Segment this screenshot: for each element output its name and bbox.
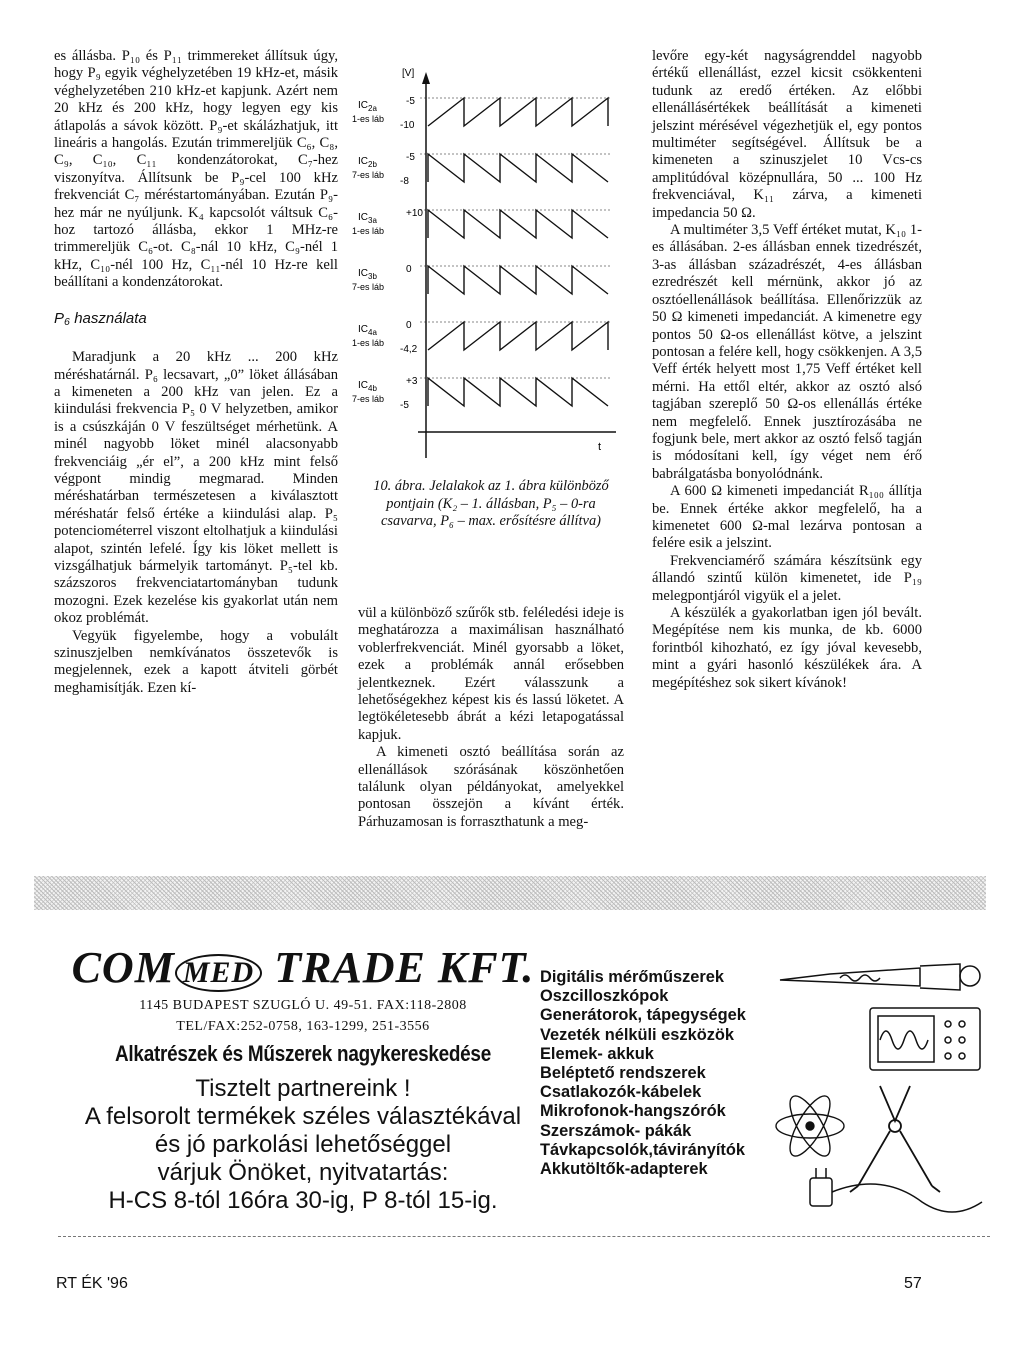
waveform-row bbox=[352, 96, 610, 131]
company-slogan: Alkatrészek és Műszerek nagykereskedése bbox=[115, 1041, 491, 1066]
paragraph: levőre egy-két nagyságrenddel nagyobb értékű ellenállást, ezzel kicsit csökkenteni tudunk az eredő értéken. Az előbbi ellenállásértékek beállítását a kimeneti jelszint mérésével végezhetjük el, egy pontos multiméter segítségével. Állítsuk be a kimeneten a szinuszjelet 10 Vcs-cs amplitúdóval középnullára, 50 ... 100 Hz frekvenciával, K₁₁ zárva, a kimeneti impedancia 50 Ω. bbox=[652, 48, 922, 221]
level-bottom: -10 bbox=[400, 120, 415, 131]
level-top: +3 bbox=[406, 376, 418, 387]
pin-label: 7-es láb bbox=[352, 394, 385, 404]
paragraph: es állásba. P₁₀ és P₁₁ trimmereket állítsuk úgy, hogy P₉ egyik véghelyzetében 19 kHz-et, másik véghelyzetében 210 kHz-et kapjunk. Azért nem 20 kHz és 200 kHz, hogy legyen egy kis átlapolás a sávok között. P₉-et skálázhatjuk, itt lineáris a hangolás. Ezután trimmereljük C₆, C₈, C₉, C₁₀, C₁₁ kondenzátorokat, C₇-hez viszonyítva. Állítsunk be P₉-cel 100 kHz frekvenciát C₇ méréstartományában. Ezután P₉-hez már ne nyúljunk. K₄ kapcsolót váltsuk C₆-hoz tartozó állásba, ekkor 1 MHz-re trimmereljük C₆-ot. C₈-nál 10 kHz, C₉-nél 1 kHz, C₁₀-nél 100 Hz, C₁₁-nél 10 Hz-re kell beállítani a kondenzátorokat. bbox=[54, 48, 338, 291]
product-list-item: Szerszámok- pákák bbox=[540, 1121, 692, 1140]
company-logo-med: MED bbox=[175, 954, 262, 992]
pliers-icon bbox=[850, 1086, 940, 1192]
level-top: +10 bbox=[406, 208, 423, 219]
waveform-trace bbox=[428, 266, 608, 294]
waveform-figure bbox=[348, 50, 618, 478]
ad-greeting: Tisztelt partnereink ! bbox=[195, 1075, 411, 1102]
paragraph: Frekvenciamérő számára készítsünk egy állandó szintű külön kimenetet, ide P₁₉ melegpontjáról vigyük el a jelet. bbox=[652, 552, 922, 604]
soldering-iron-icon bbox=[780, 964, 980, 990]
company-phones: TEL/FAX:252-0758, 163-1299, 251-3556 bbox=[176, 1019, 430, 1034]
signal-name: $IC_{4a}$ bbox=[358, 324, 377, 337]
waveform-row bbox=[352, 152, 610, 187]
product-list bbox=[540, 968, 746, 1179]
signal-name: $IC_{2a}$ bbox=[358, 100, 377, 113]
article-column-3 bbox=[652, 48, 922, 692]
waveform-trace bbox=[428, 210, 608, 238]
level-top: -5 bbox=[406, 152, 415, 163]
atom-icon bbox=[776, 1091, 844, 1162]
product-list-item: Távkapcsolók,távirányítók bbox=[540, 1140, 745, 1159]
separator-band bbox=[34, 876, 986, 910]
level-top: -5 bbox=[406, 96, 415, 107]
company-address: 1145 BUDAPEST SZUGLÓ U. 49-51. FAX:118-2808 bbox=[139, 998, 467, 1013]
pin-label: 1-es láb bbox=[352, 338, 385, 348]
waveform-row bbox=[352, 376, 610, 411]
figure-caption: 10. ábra. Jelalakok az 1. ábra különböző pontjain (K₂ – 1. állásban, P₅ – 0-ra csavarva, P₆ – max. erősítésre állítva) bbox=[373, 478, 609, 530]
paragraph: Vegyük figyelembe, hogy a vobulált szinuszjelben nemkívánatos összetevők is megjelennek, ezek a kapott átviteli görbét meghamisítják. Ezen kí- bbox=[54, 627, 338, 696]
ad-left-block bbox=[58, 936, 548, 1215]
pin-label: 7-es láb bbox=[352, 170, 385, 180]
ad-line: és jó parkolási lehetőséggel bbox=[154, 1131, 452, 1158]
product-list-item: Beléptető rendszerek bbox=[540, 1064, 706, 1083]
product-list-item: Csatlakozók-kábelek bbox=[540, 1083, 702, 1102]
ad-line: A felsorolt termékek széles választékával bbox=[84, 1103, 522, 1130]
pin-label: 7-es láb bbox=[352, 282, 385, 292]
level-bottom: -5 bbox=[400, 400, 409, 411]
product-list-item: Mikrofonok-hangszórók bbox=[540, 1102, 726, 1121]
ad-illustrations bbox=[770, 946, 990, 1226]
pin-label: 1-es láb bbox=[352, 226, 385, 236]
level-bottom: -4,2 bbox=[400, 344, 418, 355]
level-top: 0 bbox=[406, 320, 412, 331]
paragraph: A kimeneti osztó beállítása során az ellenállások szórásának köszönhetően találunk olyan példányokat, amelyekkel pontosan összejön a kívánt érték. Párhuzamosan is forraszthatunk a meg- bbox=[358, 744, 624, 830]
page-number: 57 bbox=[904, 1275, 922, 1292]
level-bottom: -8 bbox=[400, 176, 409, 187]
signal-name: $IC_{3a}$ bbox=[358, 212, 377, 225]
paragraph: A 600 Ω kimeneti impedanciát R₁₀₀ állítja be. Ennek értéke akkor megfelelő, ha a kimenetet 600 Ω-mal lezárva pontosan a felére esik a jelszint. bbox=[652, 483, 922, 552]
waveform-row bbox=[352, 320, 610, 355]
plug-icon bbox=[810, 1168, 982, 1212]
paragraph: A multiméter 3,5 Veff értéket mutat, K₁₀ 1-es állásában. 2-es állásban ennek tizedrészét, 3-as állásban századrészét, 4-es állásban ezredrészét kell mérnünk, akkor jó az osztóellenállások beállítása. Ellenőrizzük az 50 Ω kimeneti impedanciát. A kimenetre egy pontos 50 Ω-os ellenállást kötve, a jelszint pontosan a felére kell, hogy csökkenjen. A 3,5 Veff érték helyett most 1,75 Veff értéket kell mérni. Ha ettől eltér, akkor az osztó alsó tagjában szereplő 50 Ω-os ellenállás értéke nem megfelelő. Ennek jusztírozásába ne fogjunk bele, mert akkor az osztó felső tagján is módosítani kell, így véget nem érő babrálgatásba bonyolódnánk. bbox=[652, 222, 922, 482]
waveform-trace bbox=[428, 98, 608, 126]
product-list-item: Oszcilloszkópok bbox=[540, 987, 669, 1006]
paragraph: Maradjunk a 20 kHz ... 200 kHz méréshatárnál. P₆ lecsavart, „0” löket állásában a kimeneten a 200 kHz van jelen. Ez a kiindulási frekvencia P₅ 0 V helyzetben, amikor is a csúszkáján 0 V feszültséget mérhetünk. A minél nagyobb löket minél alacsonyabb frekvenciáig „ér el”, a 200 kHz mint felső végpont mindig megmarad. Minden méréshatárban természetesen a kiválasztott méréshatár felső értéke a kiindulási alap. P₅ potenciométerrel viszont eltolhatjuk a kiindulási alapot, szintén lefelé. Így kis löket mellett is vizsgálhatjuk bármelyik tartományt. P₅-tel kb. százszoros frekvenciatartományban tudunk mozogni. Ezek kezelése kis gyakorlat után nem okoz problémát. bbox=[54, 349, 338, 627]
article-column-1 bbox=[54, 48, 338, 697]
waveform-trace bbox=[428, 154, 608, 182]
product-list-item: Akkutöltők-adapterek bbox=[540, 1160, 708, 1179]
signal-name: $IC_{2b}$ bbox=[358, 156, 377, 169]
axis-unit: [V] bbox=[402, 68, 415, 79]
ad-line: várjuk Önöket, nyitvatartás: bbox=[157, 1159, 449, 1186]
paragraph: vül a különböző szűrők stb. feléledési ideje is meghatározza a maximálisan használható voblerfrekvenciát. Minél gyorsabb a löket, ezek a problémák annál erősebben jelentkeznek. Ezért válasszunk a lehetőségekhez képest kis és lassú löketet. A legtökéletesebb ábrát a kézi letapogatással kapjuk. bbox=[358, 605, 624, 743]
waveform-row bbox=[352, 264, 610, 294]
product-list-item: Digitális mérőműszerek bbox=[540, 968, 725, 986]
waveform-trace bbox=[428, 322, 608, 350]
signal-name: $IC_{3b}$ bbox=[358, 268, 377, 281]
oscilloscope-icon bbox=[870, 1008, 980, 1070]
product-list-item: Vezeték nélküli eszközök bbox=[540, 1025, 735, 1044]
signal-name: $IC_{4b}$ bbox=[358, 380, 377, 393]
paragraph: A készülék a gyakorlatban igen jól bevált. Megépítése nem kis munka, de kb. 6000 forintból kihozható, ez így jóval kevesebb, mint a gyári hasonló készülékek ára. A megépítéshez sok sikert kívánok! bbox=[652, 605, 922, 691]
article-column-2 bbox=[358, 605, 624, 831]
product-list-item: Generátorok, tápegységek bbox=[540, 1006, 746, 1025]
advertisement bbox=[58, 936, 990, 1237]
pin-label: 1-es láb bbox=[352, 114, 385, 124]
waveform-row bbox=[352, 208, 610, 238]
level-top: 0 bbox=[406, 264, 412, 275]
waveform-trace bbox=[428, 378, 608, 406]
magazine-footer: RT ÉK '96 bbox=[56, 1275, 128, 1292]
section-heading: P₆ használata bbox=[54, 309, 147, 327]
axis-t: t bbox=[598, 441, 602, 453]
product-list-item: Elemek- akkuk bbox=[540, 1044, 654, 1063]
opening-hours: H-CS 8-tól 16óra 30-ig, P 8-tól 15-ig. bbox=[108, 1187, 498, 1214]
company-name: COM MED TRADE KFT. bbox=[71, 943, 535, 992]
